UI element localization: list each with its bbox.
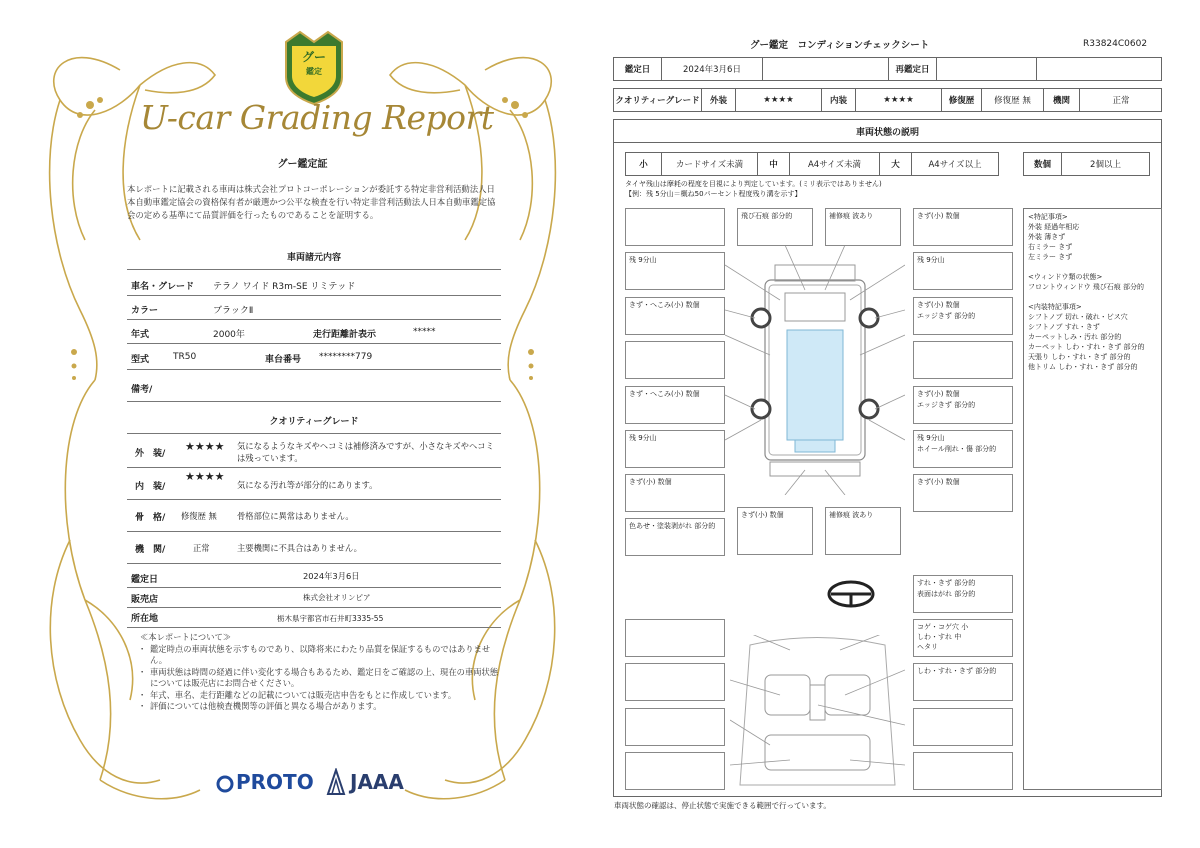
callout-steering: すれ・きず 部分的 表面はがれ 部分的 — [913, 575, 1013, 613]
note-item: ・ 車両状態は時間の経過に伴い変化する場合もあるため、鑑定日をご確認の上、現在の車両状態については販売店にお問合せください。 — [140, 667, 500, 690]
spec-row-color — [127, 296, 501, 320]
footer-date-value: 2024年3月6日 — [303, 571, 360, 581]
footer-shop-label: 販売店 — [131, 595, 159, 605]
callout-left-tire-rear: 残 9分山 — [625, 430, 725, 468]
section-title: 車両状態の説明 — [613, 119, 1162, 143]
interior-diagram — [730, 635, 905, 795]
spec-chassis-value: ********779 — [319, 352, 373, 362]
redate-blank — [1037, 58, 1162, 80]
sheet-code: R33824C0602 — [1083, 39, 1148, 49]
notes-heading: ≪本レポートについて≫ — [140, 632, 232, 642]
quality-repair-label: 修復歴 — [942, 89, 982, 111]
spec-name-value: テラノ ワイド R3m-SE リミテッド — [213, 282, 356, 292]
footer-row-shop — [127, 588, 501, 608]
callout-interior-left-2 — [625, 663, 725, 701]
badge-top-text: グー — [301, 50, 326, 64]
certificate-intro: 本レポートに記載される車両は株式会社プロトコーポレーションが委託する特定非営利活動法人日本自動車鑑定協会の資格保有者が厳選かつ公平な検査を行い特定非営利活動法人日本自動車鑑定協会の定める基準にて品質評価を行ったものであることを証明する。 — [127, 184, 496, 220]
grade-row-interior — [127, 468, 501, 500]
grade-exterior-stars: ★★★★ — [185, 440, 225, 453]
callout-right-front: きず(小) 数個 — [913, 208, 1013, 246]
quality-repair-value: 修復歴 無 — [982, 89, 1044, 111]
callout-right-door-front: きず(小) 数個 エッジきず 部分的 — [913, 297, 1013, 335]
specs-heading: 車両諸元内容 — [286, 253, 341, 263]
spec-year-value: 2000年 — [213, 330, 245, 340]
report-notes — [140, 632, 500, 713]
callout-seat-front: コゲ・コゲ穴 小 しわ・すれ 中 ヘタリ — [913, 619, 1013, 657]
quality-label: クオリティーグレード — [614, 89, 702, 111]
callout-right-rear: きず(小) 数個 — [913, 474, 1013, 512]
redate-label: 再鑑定日 — [889, 58, 937, 80]
spec-mileage-label: 走行距離計表示 — [313, 330, 377, 340]
certificate-subtitle: グー鑑定証 — [277, 159, 328, 170]
callout-right-tire-rear: 残 9分山 ホイール削れ・傷 部分的 — [913, 430, 1013, 468]
spec-mileage-value: ***** — [413, 327, 436, 337]
spec-color-value: ブラックⅡ — [213, 306, 254, 316]
grade-interior-label: 内 装/ — [135, 482, 166, 492]
note-item: ・ 鑑定時点の車両状態を示すものであり、以降将来にわたり品質を保証するものではありません。 — [140, 644, 500, 667]
callout-left-rear: きず(小) 数個 — [625, 474, 725, 512]
callout-right-mid-blank — [913, 341, 1013, 379]
callout-left-door-front: きず・へこみ(小) 数個 — [625, 297, 725, 335]
jaaa-logo-icon — [326, 768, 346, 796]
size-mid-desc: A4サイズ未満 — [790, 153, 880, 175]
jaaa-logo: JAAA — [350, 770, 404, 794]
date-label: 鑑定日 — [614, 58, 662, 80]
count-label: 数個 — [1024, 153, 1062, 175]
proto-logo-icon — [216, 774, 234, 794]
count-desc: 2個以上 — [1090, 160, 1121, 170]
callout-left-front-blank — [625, 208, 725, 246]
quality-int-stars: ★★★★ — [856, 89, 942, 111]
callout-interior-left-4 — [625, 752, 725, 790]
grade-engine-label: 機 関/ — [135, 545, 166, 555]
spec-model-value: TR50 — [173, 352, 197, 362]
grade-rule — [127, 426, 501, 434]
footer-row-date — [127, 564, 501, 588]
spec-row-remarks — [127, 370, 501, 402]
spec-year-label: 年式 — [131, 330, 150, 340]
spec-chassis-label: 車台番号 — [265, 355, 302, 365]
note-item: ・ 年式、車名、走行距離などの記載については販売店申告をもとに作成しています。 — [140, 690, 500, 702]
callout-interior-left-1 — [625, 619, 725, 657]
proto-logo: PROTO — [236, 770, 314, 794]
quality-engine-value: 正常 — [1112, 96, 1130, 106]
sheet-title: グー鑑定 コンディションチェックシート — [750, 40, 930, 51]
grade-interior-stars: ★★★★ — [185, 470, 225, 483]
tire-note-2: 【例：残 5分山＝概ね50パーセント程度残り溝を示す】 — [625, 190, 802, 198]
quality-ext-label: 外装 — [702, 89, 736, 111]
spec-name-label: 車名・グレード — [131, 282, 195, 292]
car-top-diagram — [725, 245, 905, 495]
date-blank — [763, 58, 889, 80]
grade-frame-text: 骨格部位に異常はありません。 — [237, 511, 354, 521]
certificate-title: U-car Grading Report — [140, 98, 494, 137]
callout-interior-blank-2 — [913, 752, 1013, 790]
size-legend — [625, 152, 999, 176]
badge-main-text: 鑑定 — [306, 67, 322, 76]
grade-engine-text: 主要機関に不具合はありません。 — [237, 543, 362, 553]
spec-row-name — [127, 272, 501, 296]
tire-note-1: タイヤ残山は摩耗の程度を目視により判定しています。(ミリ表示ではありません) — [625, 180, 882, 188]
quality-row — [613, 88, 1162, 112]
grade-heading: クオリティーグレード — [269, 417, 359, 427]
spec-model-label: 型式 — [131, 355, 150, 365]
size-large-desc: A4サイズ以上 — [928, 160, 982, 170]
grade-row-exterior — [127, 434, 501, 468]
date-value: 2024年3月6日 — [662, 58, 763, 80]
special-notes: <特記事項> 外装 経過年相応 外装 薄きず 右ミラー きず 左ミラー きず <ウィンドウ類の状態> フロントウィンドウ 飛び石痕 部分的 <内装特記事項> シフトノブ 切れ・破れ・ビス穴 シフトノブ すれ・きず カーペットしみ・汚れ 部分的 カーペット しわ・すれ・きず 部分的 天張り しわ・すれ・きず 部分的 他トリム しわ・すれ・きず 部分的 — [1023, 208, 1162, 790]
note-item: ・ 評価については他検査機関等の評価と異なる場合があります。 — [140, 701, 500, 713]
callout-seat-rear: しわ・すれ・きず 部分的 — [913, 663, 1013, 701]
grade-engine-value: 正常 — [193, 543, 210, 553]
callout-left-mid-blank — [625, 341, 725, 379]
quality-int-label: 内装 — [822, 89, 856, 111]
spec-color-label: カラー — [131, 306, 159, 316]
size-large: 大 — [880, 153, 912, 175]
callout-interior-blank-1 — [913, 708, 1013, 746]
grade-interior-text: 気になる汚れ等が部分的にあります。 — [237, 480, 378, 490]
grade-row-engine — [127, 532, 501, 564]
footer-date-label: 鑑定日 — [131, 575, 159, 585]
footer-addr-value: 栃木県宇都宮市石井町3335-55 — [277, 614, 384, 623]
grade-exterior-label: 外 装/ — [135, 449, 166, 459]
callout-bottom-1: きず(小) 数個 — [737, 507, 813, 555]
count-legend — [1023, 152, 1150, 176]
spec-row-year — [127, 320, 501, 344]
quality-engine-label: 機関 — [1044, 89, 1080, 111]
quality-ext-stars: ★★★★ — [736, 89, 822, 111]
size-small: 小 — [626, 153, 662, 175]
callout-top-front-2: 補修痕 波あり — [825, 208, 901, 246]
spec-row-model — [127, 344, 501, 370]
sheet-footer-note: 車両状態の確認は、停止状態で実施できる範囲で行っています。 — [614, 801, 831, 810]
callout-top-front-1: 飛び石痕 部分的 — [737, 208, 813, 246]
size-small-desc: カードサイズ未満 — [662, 153, 758, 175]
grade-frame-label: 骨 格/ — [135, 513, 166, 523]
grade-frame-value: 修復歴 無 — [181, 511, 217, 521]
callout-left-door-rear: きず・へこみ(小) 数個 — [625, 386, 725, 424]
spec-remarks-label: 備考/ — [131, 385, 153, 395]
callout-right-tire-front: 残 9分山 — [913, 252, 1013, 290]
grade-exterior-text: 気になるようなキズやヘコミは補修済みですが、小さなキズやヘコミは残っています。 — [237, 441, 494, 463]
footer-shop-value: 株式会社オリンピア — [303, 593, 371, 602]
callout-bottom-2: 補修痕 波あり — [825, 507, 901, 555]
date-row — [613, 57, 1162, 81]
footer-row-address — [127, 608, 501, 628]
specs-rule — [127, 262, 501, 270]
callout-left-bottom: 色あせ・塗装剥がれ 部分的 — [625, 518, 725, 556]
size-mid: 中 — [758, 153, 790, 175]
callout-right-door-rear: きず(小) 数個 エッジきず 部分的 — [913, 386, 1013, 424]
footer-addr-label: 所在地 — [131, 614, 159, 624]
redate-value — [937, 58, 1037, 80]
grade-row-frame — [127, 500, 501, 532]
callout-interior-left-3 — [625, 708, 725, 746]
steering-wheel-icon — [826, 579, 876, 609]
callout-left-tire-front: 残 9分山 — [625, 252, 725, 290]
condition-check-sheet — [605, 0, 1200, 848]
